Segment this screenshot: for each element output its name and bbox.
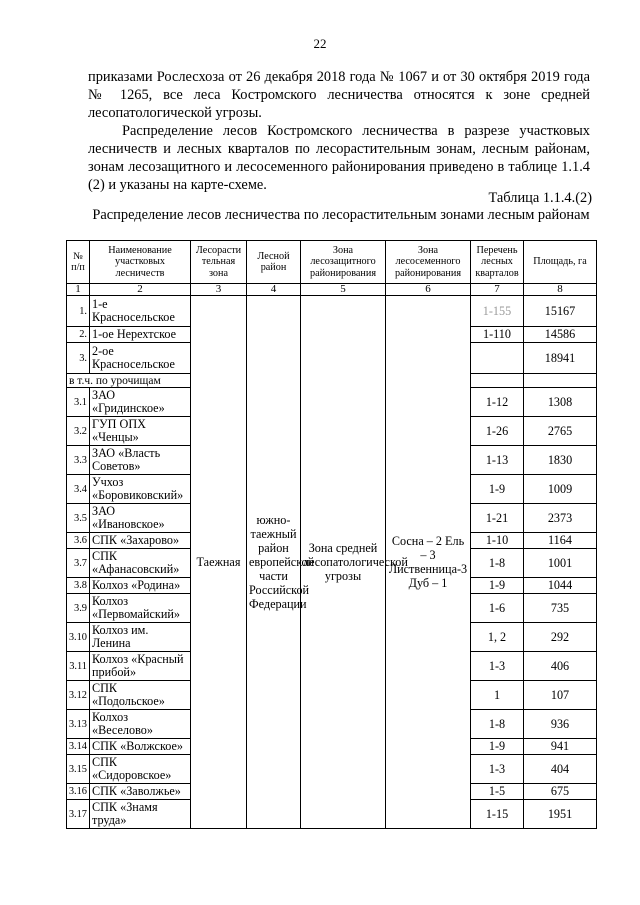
- page-number: 22: [313, 36, 327, 51]
- area-cell: 735: [524, 594, 597, 623]
- quarters-cell: 1, 2: [471, 623, 524, 652]
- row-number: 3.2: [67, 417, 90, 446]
- row-number: 3.10: [67, 623, 90, 652]
- quarters-cell: 1-8: [471, 710, 524, 739]
- header-seed: Зона лесосеменного районирования: [386, 241, 471, 284]
- row-number: 3.13: [67, 710, 90, 739]
- quarters-cell: 1-12: [471, 388, 524, 417]
- row-number: 3.16: [67, 784, 90, 800]
- row-number: 3.6: [67, 533, 90, 549]
- row-number: 3.1: [67, 388, 90, 417]
- forestry-name: ЗАО «Гридинское»: [90, 388, 191, 417]
- column-number: 1: [67, 284, 90, 296]
- area-cell: 18941: [524, 343, 597, 374]
- row-number: 2.: [67, 327, 90, 343]
- forestry-name: ГУП ОПХ «Ченцы»: [90, 417, 191, 446]
- forestry-name: Колхоз «Первомайский»: [90, 594, 191, 623]
- header-zone: Лесорасти тельная зона: [191, 241, 247, 284]
- area-cell: 936: [524, 710, 597, 739]
- quarters-cell: 1-8: [471, 549, 524, 578]
- forestry-name: СПК «Волжское»: [90, 739, 191, 755]
- quarters-cell: 1-13: [471, 446, 524, 475]
- area-cell: 1009: [524, 475, 597, 504]
- column-number: 8: [524, 284, 597, 296]
- column-number: 3: [191, 284, 247, 296]
- column-number: 4: [247, 284, 301, 296]
- table-title: Распределение лесов лесничества по лесорастительным зонами лесным районам: [92, 207, 590, 223]
- column-number: 2: [90, 284, 191, 296]
- quarters-cell: 1-21: [471, 504, 524, 533]
- table-caption: Таблица 1.1.4.(2): [488, 190, 592, 206]
- area-cell: 1044: [524, 578, 597, 594]
- quarters-cell: 1-110: [471, 327, 524, 343]
- area-cell: 406: [524, 652, 597, 681]
- forestry-name: Колхоз «Родина»: [90, 578, 191, 594]
- forestry-name: Учхоз «Боровиковский»: [90, 475, 191, 504]
- empty-cell: [524, 374, 597, 388]
- paragraph-1: приказами Рослесхоза от 26 декабря 2018 года № 1067 и от 30 октября 2019 года № 1265, все леса Костромского лесничества относятся к зоне средней лесопатологической угрозы.: [88, 69, 590, 121]
- empty-cell: [471, 374, 524, 388]
- area-cell: 1308: [524, 388, 597, 417]
- area-cell: 675: [524, 784, 597, 800]
- quarters-cell: 1: [471, 681, 524, 710]
- forestry-name: ЗАО «Власть Советов»: [90, 446, 191, 475]
- header-num: № п/п: [67, 241, 90, 284]
- row-number: 3.17: [67, 800, 90, 829]
- forestry-name: Колхоз «Красный прибой»: [90, 652, 191, 681]
- header-area: Площадь, га: [524, 241, 597, 284]
- row-number: 1.: [67, 296, 90, 327]
- row-number: 3.5: [67, 504, 90, 533]
- area-cell: 1830: [524, 446, 597, 475]
- forestry-name: ЗАО «Ивановское»: [90, 504, 191, 533]
- header-district: Лесной район: [247, 241, 301, 284]
- row-number: 3.11: [67, 652, 90, 681]
- header-name: Наименование участковых лесничеств: [90, 241, 191, 284]
- quarters-cell: 1-3: [471, 755, 524, 784]
- quarters-cell: 1-5: [471, 784, 524, 800]
- column-number: 7: [471, 284, 524, 296]
- forestry-name: Колхоз «Веселово»: [90, 710, 191, 739]
- column-number-row: [67, 284, 597, 296]
- header-row: [67, 241, 597, 284]
- zone-cell: Таежная: [191, 296, 247, 829]
- area-cell: 107: [524, 681, 597, 710]
- quarters-cell: 1-9: [471, 578, 524, 594]
- quarters-cell: 1-3: [471, 652, 524, 681]
- forestry-name: СПК «Подольское»: [90, 681, 191, 710]
- row-number: 3.14: [67, 739, 90, 755]
- row-number: 3.8: [67, 578, 90, 594]
- quarters-cell: [471, 343, 524, 374]
- row-number: 3.7: [67, 549, 90, 578]
- forestry-name: 1-е Красносельское: [90, 296, 191, 327]
- protection-zone-cell: Зона средней лесопатологической угрозы: [301, 296, 386, 829]
- area-cell: 941: [524, 739, 597, 755]
- area-cell: 15167: [524, 296, 597, 327]
- area-cell: 1164: [524, 533, 597, 549]
- quarters-cell: 1-10: [471, 533, 524, 549]
- row-number: 3.4: [67, 475, 90, 504]
- header-quarters: Перечень лесных кварталов: [471, 241, 524, 284]
- area-cell: 404: [524, 755, 597, 784]
- forestry-name: СПК «Знамя труда»: [90, 800, 191, 829]
- area-cell: 14586: [524, 327, 597, 343]
- area-cell: 292: [524, 623, 597, 652]
- row-number: 3.: [67, 343, 90, 374]
- area-cell: 1001: [524, 549, 597, 578]
- subheader-label: в т.ч. по урочищам: [67, 374, 191, 388]
- quarters-cell: 1-26: [471, 417, 524, 446]
- row-number: 3.9: [67, 594, 90, 623]
- row-number: 3.3: [67, 446, 90, 475]
- row-number: 3.15: [67, 755, 90, 784]
- quarters-cell: 1-15: [471, 800, 524, 829]
- forestry-name: 2-ое Красносельское: [90, 343, 191, 374]
- header-protection: Зона лесозащитного районирования: [301, 241, 386, 284]
- column-number: 6: [386, 284, 471, 296]
- area-cell: 2765: [524, 417, 597, 446]
- seed-zone-cell: Сосна – 2 Ель – 3 Лиственница-3 Дуб – 1: [386, 296, 471, 829]
- row-number: 3.12: [67, 681, 90, 710]
- table-row: [67, 296, 597, 327]
- quarters-cell: 1-9: [471, 739, 524, 755]
- area-cell: 1951: [524, 800, 597, 829]
- column-number: 5: [301, 284, 386, 296]
- forest-distribution-table: [66, 240, 597, 829]
- quarters-cell: 1-6: [471, 594, 524, 623]
- forestry-name: СПК «Сидоровское»: [90, 755, 191, 784]
- district-cell: южно-таежный район европейской части Российской Федерации: [247, 296, 301, 829]
- paragraph-2: Распределение лесов Костромского лесничества в разрезе участковых лесничеств и лесных кварталов по лесорастительным зонам, лесным районам, зонам лесозащитного и лесосеменного районирования приведено в таблице 1.1.4 (2) и указаны на карте-схеме.: [88, 123, 590, 193]
- forestry-name: Колхоз им. Ленина: [90, 623, 191, 652]
- forestry-name: СПК «Захарово»: [90, 533, 191, 549]
- area-cell: 2373: [524, 504, 597, 533]
- quarters-cell: 1-155: [471, 296, 524, 327]
- forestry-name: СПК «Заволжье»: [90, 784, 191, 800]
- forestry-name: 1-ое Нерехтское: [90, 327, 191, 343]
- quarters-cell: 1-9: [471, 475, 524, 504]
- forestry-name: СПК «Афанасовский»: [90, 549, 191, 578]
